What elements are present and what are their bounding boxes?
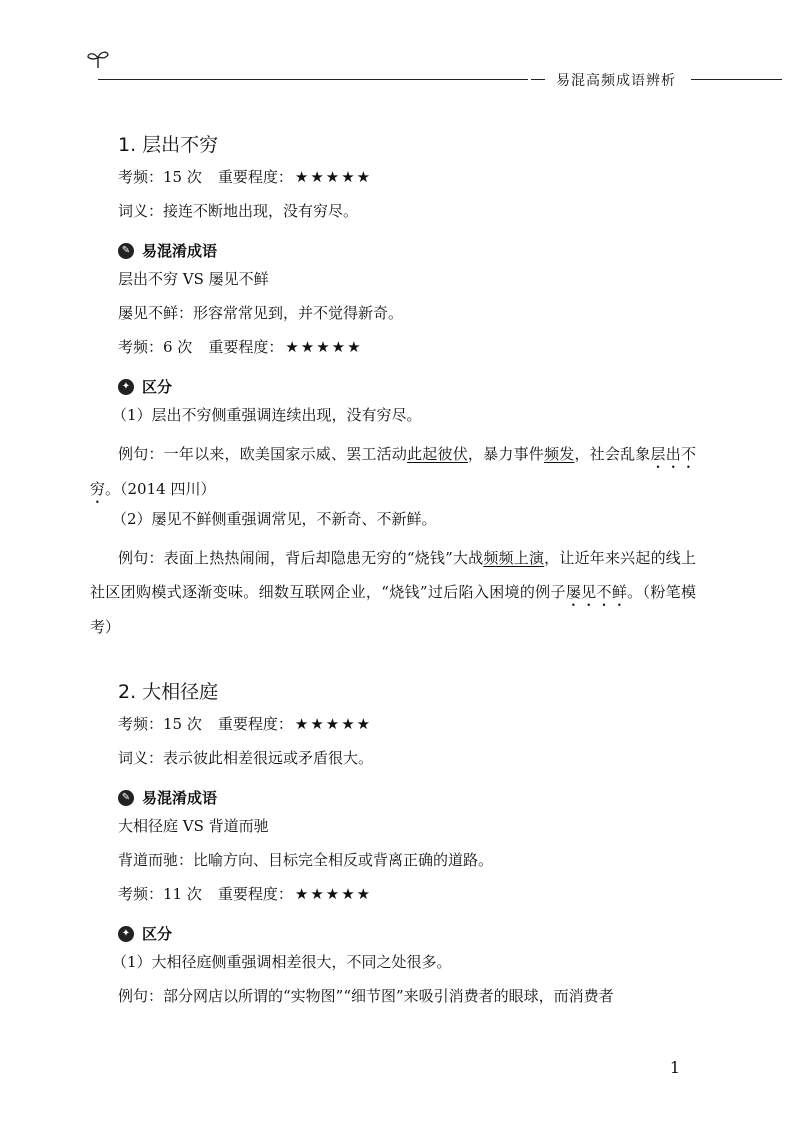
- header-title: 易混高频成语辨析: [556, 73, 676, 89]
- example-2: 例句：表面上热热闹闹，背后却隐患无穷的“烧钱”大战频频上演，让近年来兴起的线上社区团购模式逐渐变味。细数互联网企业，“烧钱”过后陷入困境的例子屡见不鲜。（粉笔模考）: [90, 549, 696, 636]
- alt-frequency: 考频：11 次: [118, 885, 202, 903]
- confuse-heading: [90, 233, 696, 267]
- alt-importance-stars: ★★★★★: [285, 338, 363, 356]
- alt-importance-label: 重要程度：: [217, 885, 293, 903]
- frequency: 考频：15 次: [118, 168, 202, 186]
- pen-icon: ✎: [118, 243, 134, 259]
- frequency-line: [90, 712, 696, 746]
- point-1: （1）大相径庭侧重强调相差很大，不同之处很多。: [112, 953, 452, 971]
- diff-heading-text: 区分: [142, 925, 173, 943]
- importance-label: 重要程度：: [217, 715, 293, 733]
- emphasized-idiom: 层出不穷: [90, 445, 696, 498]
- idiom-section-2: [90, 672, 696, 1018]
- pen-icon: ✎: [118, 790, 134, 806]
- confuse-heading-text: 易混淆成语: [142, 789, 218, 807]
- idiom-pair: 层出不穷 VS 屡见不鲜: [118, 270, 269, 288]
- example-1: 例句：部分网店以所谓的“实物图”“细节图”来吸引消费者的眼球，而消费者: [118, 987, 614, 1005]
- alt-frequency: 考频：6 次: [118, 338, 193, 356]
- section-title: 2. 大相径庭: [118, 681, 219, 703]
- confuse-heading: [90, 780, 696, 814]
- point-1: （1）层出不穷侧重强调连续出现，没有穷尽。: [112, 406, 422, 424]
- diff-heading: [90, 369, 696, 403]
- idiom-section-1: [90, 125, 696, 644]
- underlined-phrase: 频频上演: [483, 549, 545, 567]
- importance-stars: ★★★★★: [294, 168, 373, 186]
- page-header: [86, 48, 782, 88]
- sprout-icon: [86, 48, 110, 70]
- underlined-phrase: 频发: [544, 445, 575, 463]
- alt-importance-label: 重要程度：: [208, 338, 284, 356]
- point-2: （2）屡见不鲜侧重强调常见，不新奇、不新鲜。: [112, 510, 437, 528]
- confuse-heading-text: 易混淆成语: [142, 242, 218, 260]
- alt-frequency-line: [90, 335, 696, 369]
- meaning-line: 词义：表示彼此相差很远或矛盾很大。: [118, 749, 374, 767]
- compass-icon: ✦: [118, 926, 134, 942]
- header-rule-dash: [531, 79, 545, 80]
- alt-meaning: 背道而驰：比喻方向、目标完全相反或背离正确的道路。: [118, 851, 494, 869]
- page-content: [90, 125, 696, 1018]
- example-1: 例句：一年以来，欧美国家示威、罢工活动此起彼伏，暴力事件频发，社会乱象层出不穷。（2014 四川）: [90, 445, 696, 498]
- meaning-line: 词义：接连不断地出现，没有穷尽。: [118, 202, 359, 220]
- frequency: 考频：15 次: [118, 715, 202, 733]
- diff-heading: [90, 916, 696, 950]
- header-rule-right: [691, 79, 782, 80]
- section-title: 1. 层出不穷: [118, 134, 219, 156]
- importance-label: 重要程度：: [217, 168, 293, 186]
- header-rule-left: [98, 79, 528, 80]
- alt-frequency-line: [90, 882, 696, 916]
- frequency-line: [90, 165, 696, 199]
- alt-importance-stars: ★★★★★: [294, 885, 373, 903]
- page-number: 1: [669, 1058, 680, 1077]
- compass-icon: ✦: [118, 379, 134, 395]
- diff-heading-text: 区分: [142, 378, 173, 396]
- emphasized-idiom: 屡见不鲜: [565, 583, 628, 601]
- alt-meaning: 屡见不鲜：形容常常见到，并不觉得新奇。: [118, 304, 404, 322]
- importance-stars: ★★★★★: [294, 715, 373, 733]
- idiom-pair: 大相径庭 VS 背道而驰: [118, 817, 269, 835]
- underlined-phrase: 此起彼伏: [407, 445, 468, 463]
